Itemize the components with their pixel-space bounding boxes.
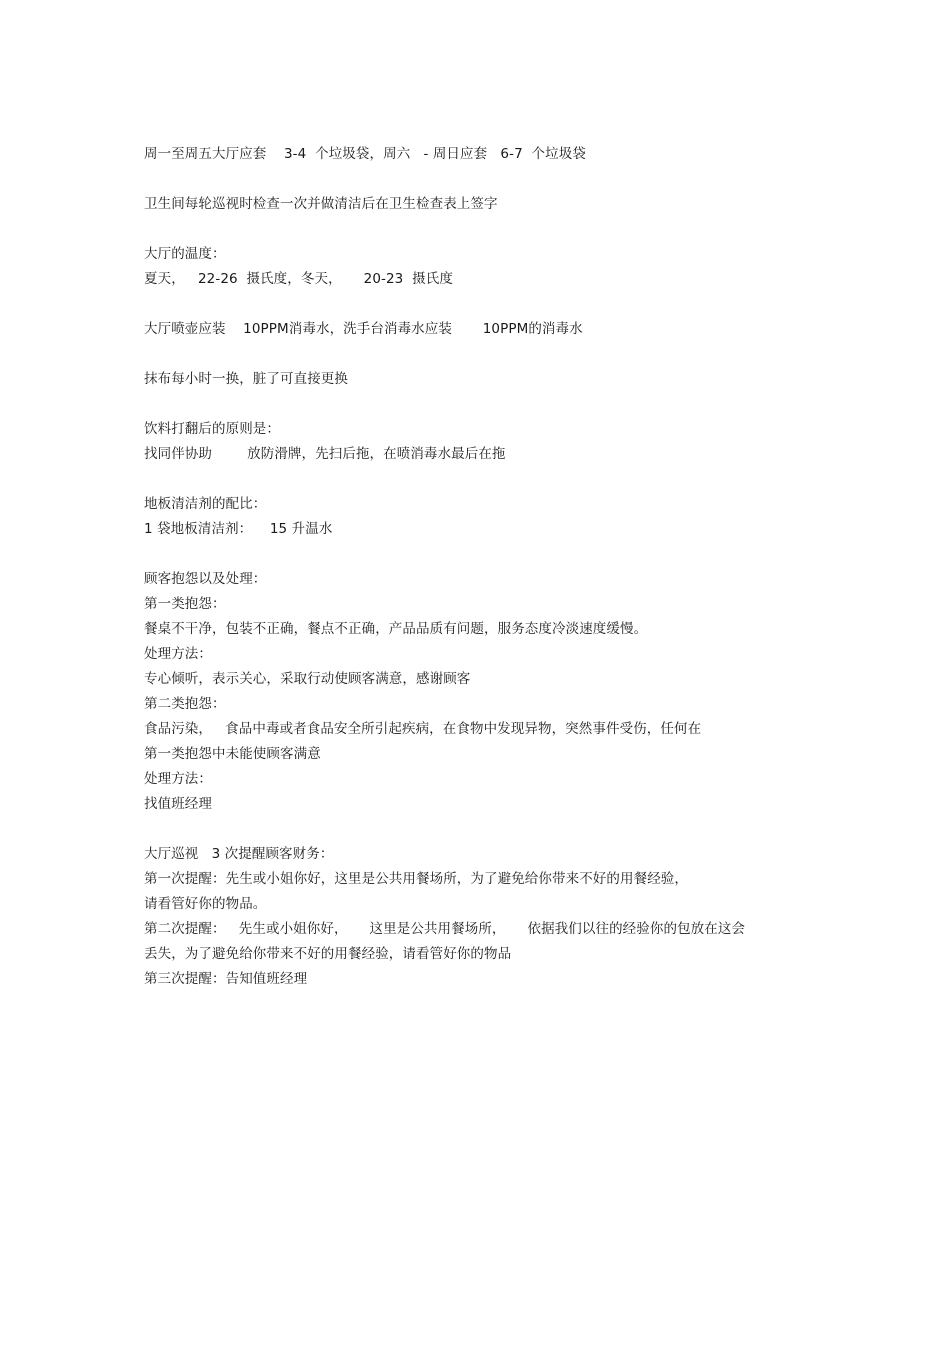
document-body xyxy=(144,142,844,992)
blank-line xyxy=(144,542,844,567)
text-line: 抹布每小时一换，脏了可直接更换 xyxy=(144,371,348,387)
text-line: 餐桌不干净，包装不正确，餐点不正确，产品品质有问题，服务态度冷淡速度缓慢。 xyxy=(144,621,648,637)
text-line: 卫生间每轮巡视时检查一次并做清洁后在卫生检查表上签字 xyxy=(144,196,498,212)
blank-line xyxy=(144,817,844,842)
text-line: 第一类抱怨中未能使顾客满意 xyxy=(144,746,321,762)
text-line: 大厅喷壶应装 10PPM消毒水，洗手台消毒水应装 10PPM的消毒水 xyxy=(144,321,583,337)
text-line: 第三次提醒：告知值班经理 xyxy=(144,971,308,987)
section-heading: 顾客抱怨以及处理： xyxy=(144,571,267,587)
subheading: 第二类抱怨： xyxy=(144,696,226,712)
subheading: 第一类抱怨： xyxy=(144,596,226,612)
text-line: 周一至周五大厅应套 3-4 个垃圾袋，周六 - 周日应套 6-7 个垃圾袋 xyxy=(144,146,586,162)
text-line: 1 袋地板清洁剂： 15 升温水 xyxy=(144,521,333,537)
text-line: 请看管好你的物品。 xyxy=(144,896,267,912)
section-heading: 大厅的温度： xyxy=(144,246,226,262)
text-line: 食品污染， 食品中毒或者食品安全所引起疾病，在食物中发现异物，突然事件受伤，任何在 xyxy=(144,721,702,737)
text-line: 专心倾听，表示关心，采取行动使顾客满意，感谢顾客 xyxy=(144,671,471,687)
blank-line xyxy=(144,217,844,242)
text-line: 夏天， 22-26 摄氏度，冬天， 20-23 摄氏度 xyxy=(144,271,453,287)
text-line: 找同伴协助 放防滑牌，先扫后拖，在喷消毒水最后在拖 xyxy=(144,446,506,462)
blank-line xyxy=(144,292,844,317)
blank-line xyxy=(144,342,844,367)
text-line: 找值班经理 xyxy=(144,796,212,812)
section-heading: 大厅巡视 3 次提醒顾客财务： xyxy=(144,846,334,862)
blank-line xyxy=(144,167,844,192)
blank-line xyxy=(144,467,844,492)
text-line: 丢失，为了避免给你带来不好的用餐经验，请看管好你的物品 xyxy=(144,946,512,962)
text-line: 第一次提醒：先生或小姐你好，这里是公共用餐场所，为了避免给你带来不好的用餐经验， xyxy=(144,871,688,887)
subheading: 处理方法： xyxy=(144,646,212,662)
text-line: 第二次提醒： 先生或小姐你好， 这里是公共用餐场所， 依据我们以往的经验你的包放在这会 xyxy=(144,921,746,937)
subheading: 处理方法： xyxy=(144,771,212,787)
blank-line xyxy=(144,392,844,417)
section-heading: 地板清洁剂的配比： xyxy=(144,496,267,512)
section-heading: 饮料打翻后的原则是： xyxy=(144,421,280,437)
